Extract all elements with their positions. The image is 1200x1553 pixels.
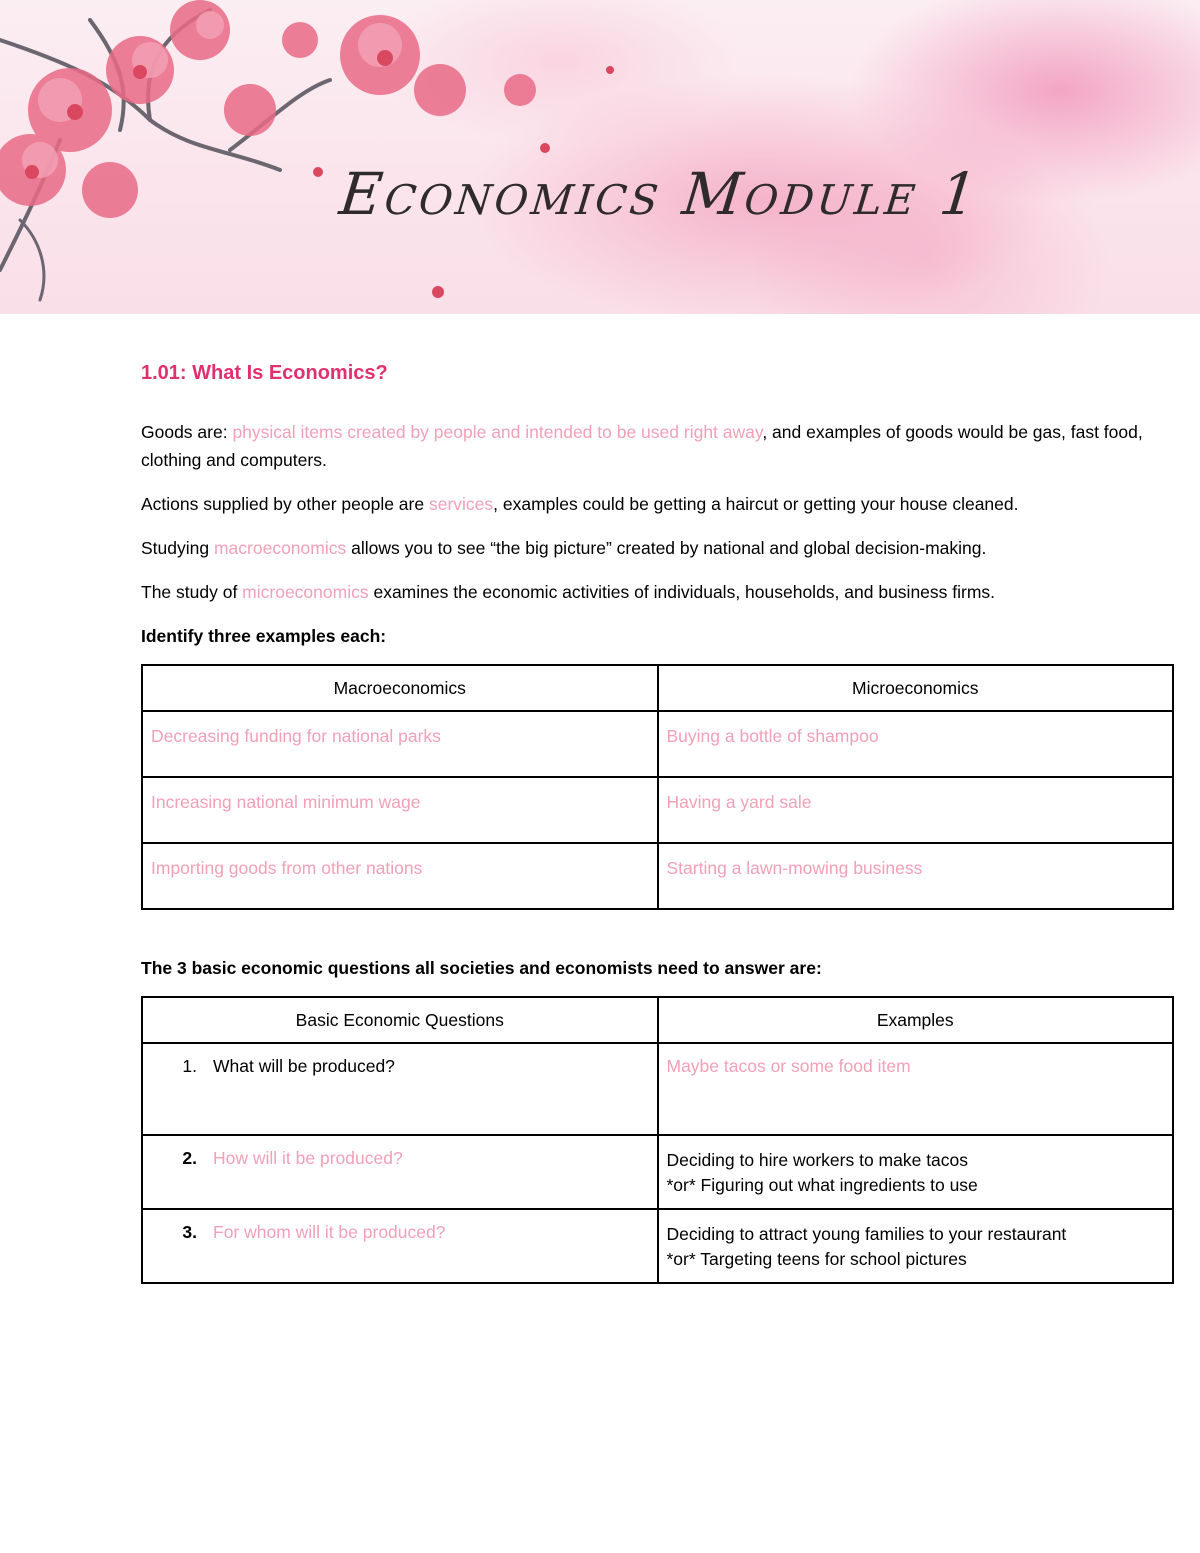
questions-prompt: The 3 basic economic questions all societies and economists need to answer are: (141, 958, 822, 978)
example-line: *or* Targeting teens for school pictures (666, 1249, 967, 1269)
examples-prompt: Identify three examples each: (141, 626, 387, 646)
list-number: 1. (182, 1056, 197, 1076)
page-title: Economics Module 1 (336, 160, 984, 228)
document-body (141, 358, 1174, 1284)
macro-lead: Studying (141, 538, 214, 558)
table-header-row (142, 997, 1173, 1043)
example-cell (658, 1209, 1174, 1283)
questions-header: Basic Economic Questions (142, 997, 658, 1043)
question-text: What will be produced? (213, 1056, 395, 1076)
cherry-blossom-illustration (0, 0, 1200, 314)
goods-answer: physical items created by people and intended to be used right away (232, 422, 763, 442)
question-cell (142, 1135, 658, 1209)
example-line: Deciding to hire workers to make tacos (666, 1150, 969, 1170)
table-row (142, 777, 1173, 843)
macro-paragraph (141, 534, 1174, 562)
examples-header: Examples (658, 997, 1174, 1043)
table-row (142, 843, 1173, 909)
services-tail: , examples could be getting a haircut or getting your house cleaned. (493, 494, 1019, 514)
examples-table (141, 664, 1174, 910)
micro-paragraph (141, 578, 1174, 606)
table-row (142, 1135, 1173, 1209)
services-lead: Actions supplied by other people are (141, 494, 429, 514)
macro-header: Macroeconomics (142, 665, 658, 711)
micro-tail: examines the economic activities of individuals, households, and business firms. (368, 582, 996, 602)
services-paragraph (141, 490, 1174, 518)
goods-paragraph (141, 418, 1174, 474)
table-row (142, 711, 1173, 777)
table-cell: Decreasing funding for national parks (142, 711, 658, 777)
table-row (142, 1209, 1173, 1283)
question-cell (142, 1209, 658, 1283)
table-cell: Importing goods from other nations (142, 843, 658, 909)
header-banner (0, 0, 1200, 314)
example-line: Maybe tacos or some food item (666, 1056, 911, 1076)
example-line: Deciding to attract young families to your restaurant (666, 1224, 1067, 1244)
micro-answer: microeconomics (242, 582, 369, 602)
example-cell (658, 1043, 1174, 1135)
macro-answer: macroeconomics (213, 538, 347, 558)
goods-tail: , and examples of goods would be gas, fast food, clothing and computers. (141, 422, 1143, 470)
questions-table (141, 996, 1174, 1284)
services-answer: services (428, 494, 494, 514)
goods-lead: Goods are: (141, 422, 233, 442)
question-text: How will it be produced? (213, 1148, 403, 1168)
question-text: For whom will it be produced? (213, 1222, 446, 1242)
micro-lead: The study of (141, 582, 243, 602)
micro-header: Microeconomics (658, 665, 1174, 711)
table-header-row (142, 665, 1173, 711)
list-number: 3. (182, 1222, 197, 1242)
example-line: *or* Figuring out what ingredients to use (666, 1175, 978, 1195)
question-cell (142, 1043, 658, 1135)
example-cell (658, 1135, 1174, 1209)
table-cell: Starting a lawn-mowing business (658, 843, 1174, 909)
list-number: 2. (182, 1148, 197, 1168)
table-cell: Buying a bottle of shampoo (658, 711, 1174, 777)
table-cell: Having a yard sale (658, 777, 1174, 843)
section-heading: 1.01: What Is Economics? (141, 362, 388, 384)
table-row (142, 1043, 1173, 1135)
macro-tail: allows you to see “the big picture” created by national and global decision-making. (346, 538, 987, 558)
table-cell: Increasing national minimum wage (142, 777, 658, 843)
